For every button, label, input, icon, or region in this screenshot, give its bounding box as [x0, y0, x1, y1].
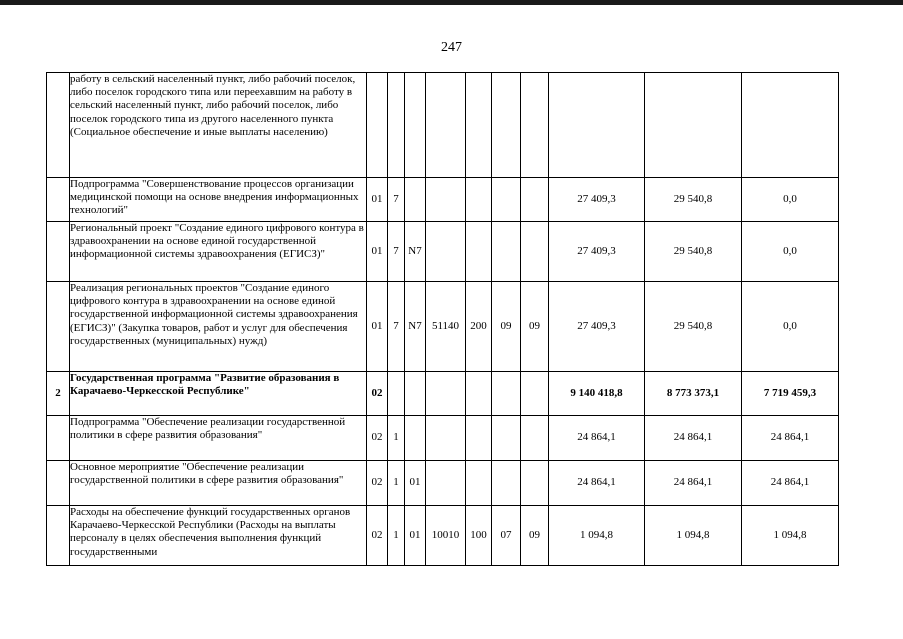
amount-year-3: 24 864,1 — [742, 416, 839, 461]
page-number: 247 — [441, 40, 462, 55]
code-expense-type: 200 — [466, 282, 492, 372]
code-expense-type: 100 — [466, 506, 492, 566]
code-expense-type — [466, 73, 492, 178]
row-number — [47, 282, 70, 372]
code-section — [492, 178, 521, 222]
amount-year-1: 1 094,8 — [549, 506, 645, 566]
table-row — [47, 178, 839, 222]
code-subsection — [521, 222, 549, 282]
code-direction — [426, 372, 466, 416]
table-row — [47, 506, 839, 566]
code-event — [405, 73, 426, 178]
amount-year-2: 8 773 373,1 — [645, 372, 742, 416]
code-program: 01 — [367, 222, 388, 282]
code-section — [492, 372, 521, 416]
code-program: 02 — [367, 372, 388, 416]
amount-year-2 — [645, 73, 742, 178]
code-program: 02 — [367, 461, 388, 506]
code-subprogram: 1 — [388, 461, 405, 506]
code-expense-type — [466, 178, 492, 222]
code-program: 01 — [367, 178, 388, 222]
item-name: Региональный проект "Создание единого цифрового контура в здравоохранении на основе единой государственной информационной системы здравоохранения (ЕГИСЗ)" — [70, 222, 367, 282]
amount-year-2: 24 864,1 — [645, 416, 742, 461]
code-section — [492, 73, 521, 178]
row-number — [47, 222, 70, 282]
code-section — [492, 222, 521, 282]
table-row — [47, 372, 839, 416]
code-expense-type — [466, 372, 492, 416]
item-name: Государственная программа "Развитие образования в Карачаево-Черкесской Республике" — [70, 372, 367, 416]
code-direction — [426, 222, 466, 282]
code-subprogram: 7 — [388, 178, 405, 222]
item-name: Основное мероприятие "Обеспечение реализации государственной политики в сфере развития образования" — [70, 461, 367, 506]
code-direction — [426, 178, 466, 222]
row-number — [47, 416, 70, 461]
code-event: N7 — [405, 222, 426, 282]
budget-table — [46, 72, 839, 566]
amount-year-2: 29 540,8 — [645, 178, 742, 222]
amount-year-2: 24 864,1 — [645, 461, 742, 506]
code-subsection — [521, 461, 549, 506]
amount-year-3: 7 719 459,3 — [742, 372, 839, 416]
code-subsection: 09 — [521, 506, 549, 566]
item-name: Подпрограмма "Обеспечение реализации государственной политики в сфере развития образования" — [70, 416, 367, 461]
code-event: 01 — [405, 461, 426, 506]
code-section — [492, 416, 521, 461]
table-row — [47, 461, 839, 506]
code-section: 09 — [492, 282, 521, 372]
amount-year-1: 24 864,1 — [549, 461, 645, 506]
code-subsection: 09 — [521, 282, 549, 372]
code-event: N7 — [405, 282, 426, 372]
code-direction — [426, 73, 466, 178]
table-row — [47, 222, 839, 282]
code-direction — [426, 461, 466, 506]
row-number — [47, 461, 70, 506]
amount-year-3: 0,0 — [742, 222, 839, 282]
amount-year-3: 1 094,8 — [742, 506, 839, 566]
code-subprogram: 1 — [388, 416, 405, 461]
code-direction: 51140 — [426, 282, 466, 372]
code-direction: 10010 — [426, 506, 466, 566]
table-row — [47, 416, 839, 461]
amount-year-2: 29 540,8 — [645, 222, 742, 282]
item-name: работу в сельский населенный пункт, либо рабочий поселок, либо поселок городского типа или переехавшим на работу в сельский населенный пункт, либо рабочий поселок, либо поселок городского типа из другого населенного пункта (Социальное обеспечение и иные выплаты населению) — [70, 73, 367, 178]
amount-year-1: 24 864,1 — [549, 416, 645, 461]
code-expense-type — [466, 461, 492, 506]
code-event: 01 — [405, 506, 426, 566]
code-subprogram — [388, 73, 405, 178]
row-number: 2 — [47, 372, 70, 416]
code-subprogram: 1 — [388, 506, 405, 566]
amount-year-1 — [549, 73, 645, 178]
code-event — [405, 178, 426, 222]
amount-year-3: 0,0 — [742, 178, 839, 222]
code-program: 01 — [367, 282, 388, 372]
code-program: 02 — [367, 506, 388, 566]
amount-year-3 — [742, 73, 839, 178]
amount-year-1: 27 409,3 — [549, 222, 645, 282]
amount-year-1: 27 409,3 — [549, 282, 645, 372]
code-subprogram — [388, 372, 405, 416]
row-number — [47, 178, 70, 222]
code-section: 07 — [492, 506, 521, 566]
code-direction — [426, 416, 466, 461]
table-row — [47, 73, 839, 178]
code-subsection — [521, 372, 549, 416]
code-expense-type — [466, 416, 492, 461]
code-subsection — [521, 416, 549, 461]
code-expense-type — [466, 222, 492, 282]
code-subprogram: 7 — [388, 222, 405, 282]
code-subsection — [521, 73, 549, 178]
scan-top-edge — [0, 0, 903, 5]
amount-year-2: 1 094,8 — [645, 506, 742, 566]
item-name: Реализация региональных проектов "Создание единого цифрового контура в здравоохранении на основе единой государственной информационной системы здравоохранения (ЕГИСЗ)" (Закупка товаров, работ и услуг для обеспечения государственных (муниципальных) нужд) — [70, 282, 367, 372]
table-row — [47, 282, 839, 372]
row-number — [47, 506, 70, 566]
item-name: Расходы на обеспечение функций государственных органов Карачаево-Черкесской Республики (Расходы на выплаты персоналу в целях обеспечения выполнения функций государственными — [70, 506, 367, 566]
code-subsection — [521, 178, 549, 222]
code-event — [405, 416, 426, 461]
code-program: 02 — [367, 416, 388, 461]
code-program — [367, 73, 388, 178]
amount-year-1: 9 140 418,8 — [549, 372, 645, 416]
amount-year-3: 24 864,1 — [742, 461, 839, 506]
row-number — [47, 73, 70, 178]
code-section — [492, 461, 521, 506]
item-name: Подпрограмма "Совершенствование процессов организации медицинской помощи на основе внедрения информационных технологий" — [70, 178, 367, 222]
amount-year-2: 29 540,8 — [645, 282, 742, 372]
code-event — [405, 372, 426, 416]
amount-year-1: 27 409,3 — [549, 178, 645, 222]
code-subprogram: 7 — [388, 282, 405, 372]
amount-year-3: 0,0 — [742, 282, 839, 372]
